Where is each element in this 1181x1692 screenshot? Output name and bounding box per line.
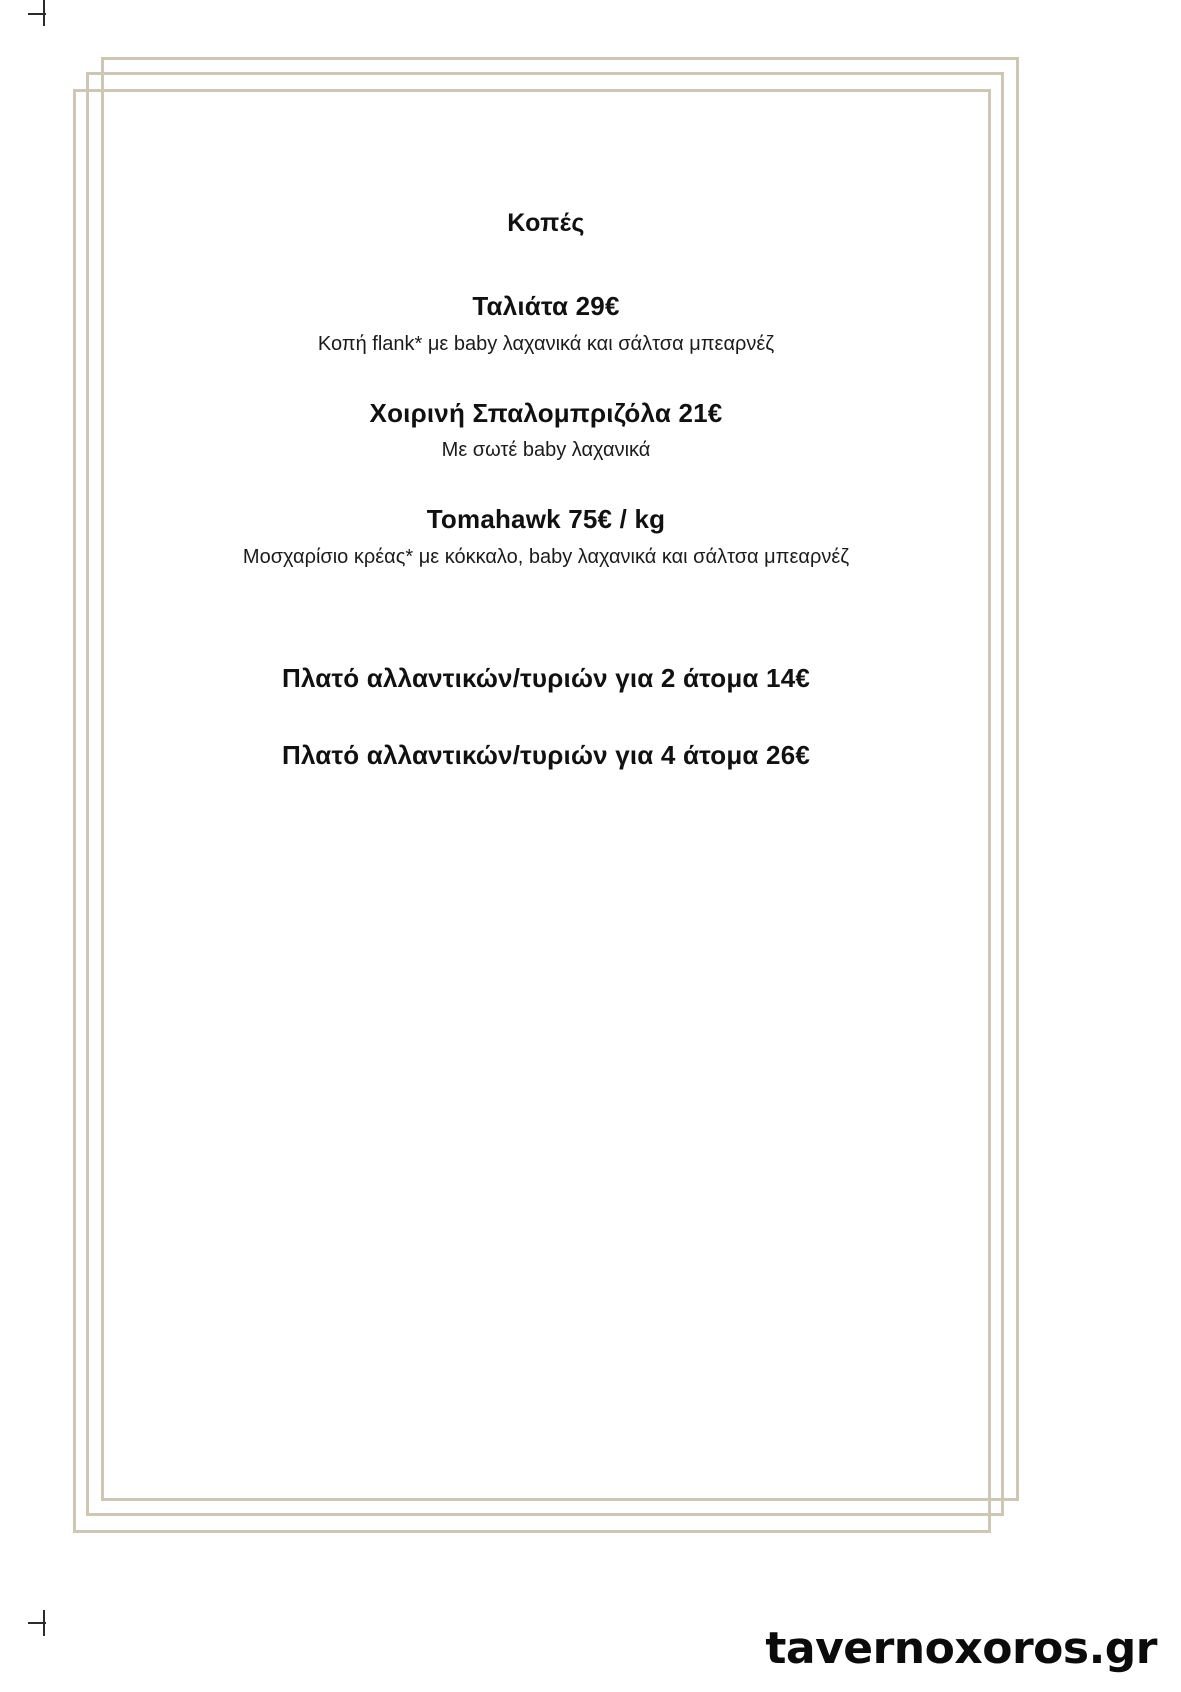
platter-item: Πλατό αλλαντικών/τυριών για 2 άτομα 14€ bbox=[281, 662, 811, 693]
platters-section bbox=[101, 662, 991, 774]
menu-item bbox=[101, 397, 991, 464]
menu-page-content bbox=[101, 89, 991, 817]
menu-item-name: Χοιρινή Σπαλομπριζόλα 21€ bbox=[369, 397, 723, 428]
menu-item-name: Tomahawk 75€ / kg bbox=[426, 504, 666, 534]
platter-item: Πλατό αλλαντικών/τυριών για 4 άτομα 26€ bbox=[281, 740, 811, 771]
crop-mark-bottom-left-vertical bbox=[43, 1610, 45, 1636]
menu-item bbox=[101, 290, 991, 357]
menu-item-name: Ταλιάτα 29€ bbox=[472, 291, 620, 321]
watermark: tavernoxoros.gr bbox=[765, 1623, 1157, 1674]
menu-item-description: Μοσχαρίσιο κρέας* με κόκκαλο, baby λαχανικά και σάλτσα μπεαρνέζ bbox=[242, 545, 850, 568]
menu-item-description: Κοπή flank* με baby λαχανικά και σάλτσα μπεαρνέζ bbox=[317, 332, 775, 355]
page-title: Κοπές bbox=[507, 209, 585, 237]
menu-item-description: Με σωτέ baby λαχανικά bbox=[441, 439, 651, 461]
menu-item bbox=[101, 503, 991, 570]
crop-mark-top-left-vertical bbox=[43, 0, 45, 26]
